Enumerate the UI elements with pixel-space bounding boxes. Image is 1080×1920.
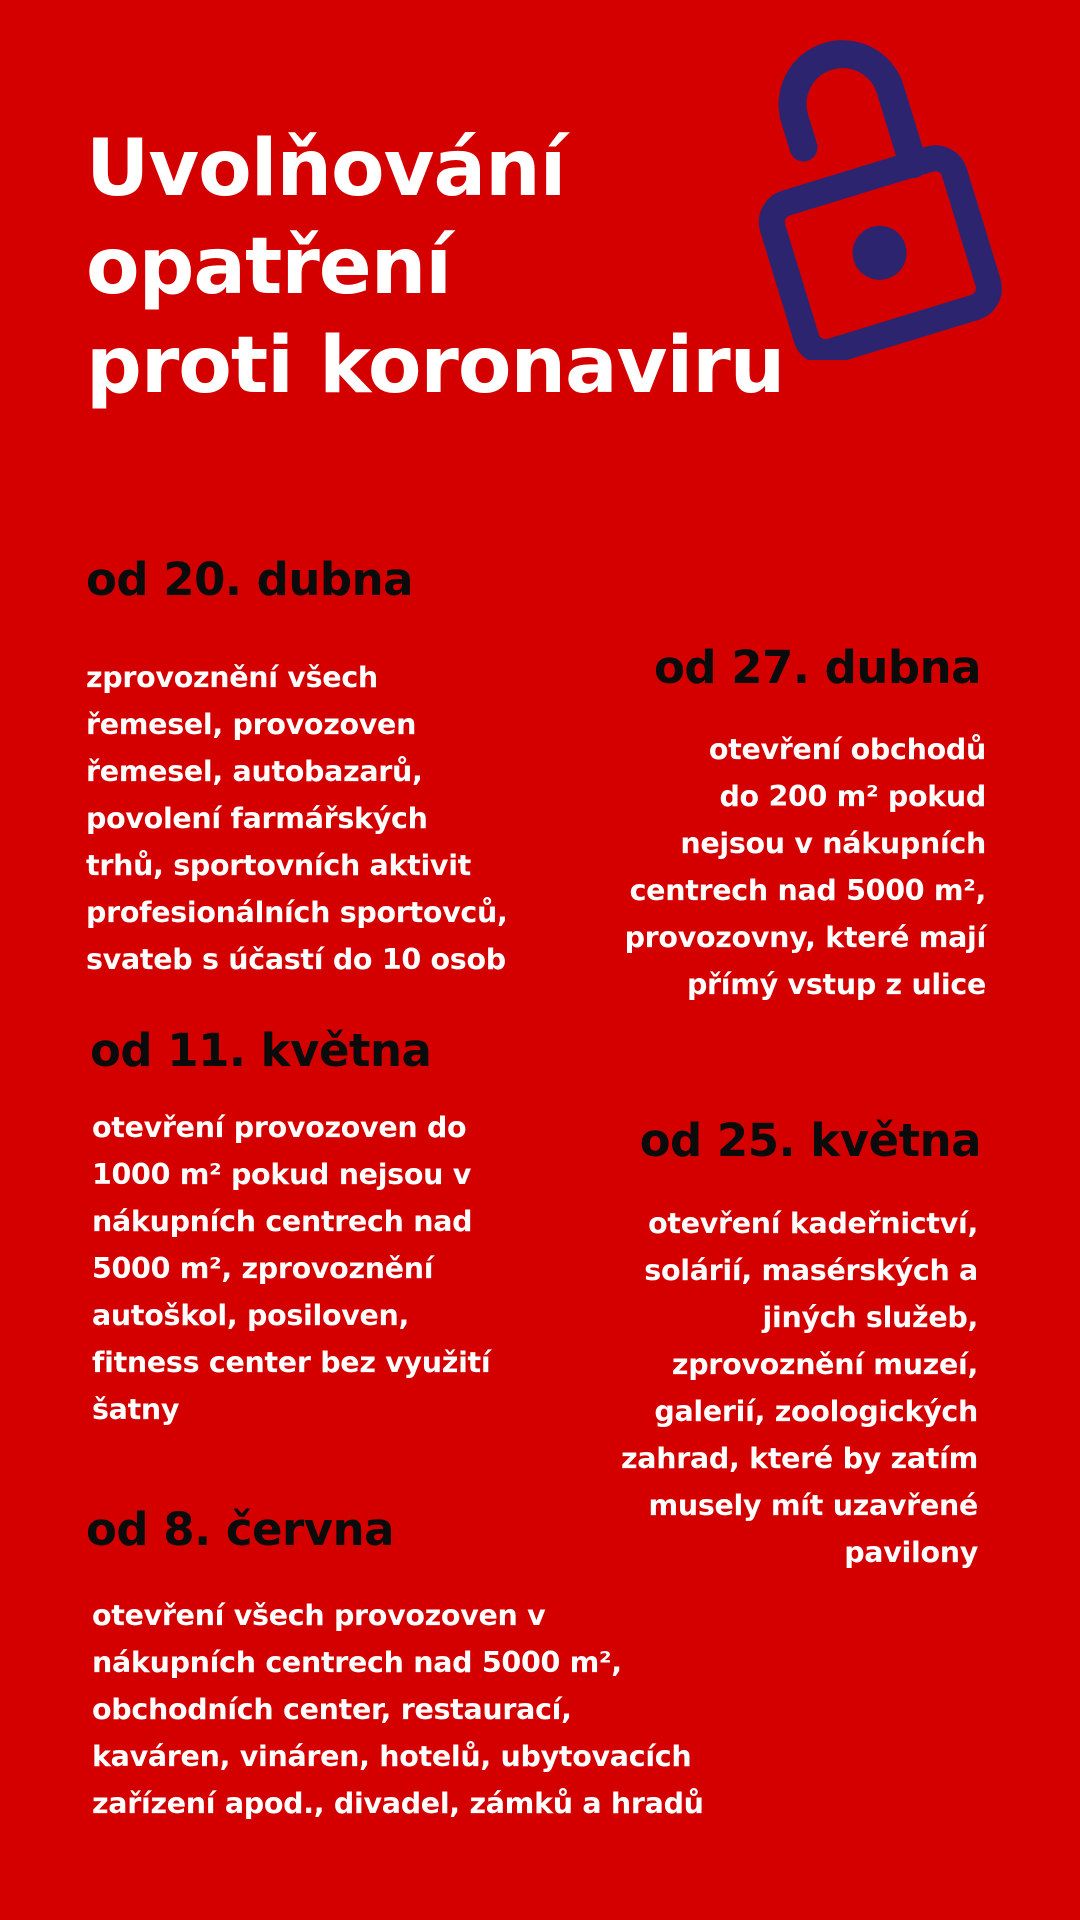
text-line: otevření provozoven do [92, 1111, 467, 1144]
section-heading-25-may: od 25. května [639, 1114, 981, 1167]
section-heading-20-april: od 20. dubna [86, 553, 414, 606]
text-line: nákupních centrech nad [92, 1205, 473, 1238]
section-heading-8-june: od 8. června [86, 1503, 394, 1556]
text-line: řemesel, autobazarů, [86, 755, 423, 788]
title-line: opatření [86, 222, 451, 313]
text-line: otevření obchodů [708, 733, 986, 766]
text-line: zprovoznění všech [86, 661, 378, 694]
text-line: autoškol, posiloven, [92, 1299, 410, 1332]
text-line: obchodních center, restaurací, [92, 1693, 572, 1726]
text-line: nejsou v nákupních [680, 827, 986, 860]
text-line: otevření kadeřnictví, [648, 1207, 978, 1240]
text-line: 1000 m² pokud nejsou v [92, 1158, 472, 1191]
text-line: centrech nad 5000 m², [629, 874, 986, 907]
title-line: Uvolňování [86, 124, 566, 214]
text-line: řemesel, provozoven [86, 708, 417, 741]
text-line: profesionálních sportovců, [86, 896, 508, 929]
text-line: povolení farmářských [86, 802, 428, 835]
text-line: pavilony [844, 1536, 978, 1569]
text-line: trhů, sportovních aktivit [86, 849, 472, 882]
text-line: kaváren, vináren, hotelů, ubytovacích [92, 1740, 692, 1773]
text-line: musely mít uzavřené [648, 1489, 978, 1522]
title-line: proti koronaviru [86, 320, 785, 411]
section-heading-27-april: od 27. dubna [653, 641, 981, 694]
text-line: 5000 m², zprovoznění [92, 1252, 434, 1285]
text-line: šatny [92, 1393, 180, 1426]
text-line: solárií, masérských a [644, 1254, 978, 1287]
section-text-8-june [92, 1592, 704, 1827]
text-line: nákupních centrech nad 5000 m², [92, 1646, 622, 1679]
text-line: zahrad, které by zatím [621, 1442, 978, 1475]
text-line: otevření všech provozoven v [92, 1599, 546, 1632]
text-line: do 200 m² pokud [719, 780, 986, 813]
text-line: svateb s účastí do 10 osob [86, 943, 506, 976]
section-text-27-april [625, 726, 986, 1008]
text-line: zařízení apod., divadel, zámků a hradů [92, 1787, 704, 1820]
section-text-20-april [86, 654, 508, 983]
text-line: zprovoznění muzeí, [671, 1348, 978, 1381]
text-line: fitness center bez využití [92, 1346, 491, 1379]
section-heading-11-may: od 11. května [90, 1024, 432, 1077]
text-line: provozovny, které mají [624, 921, 986, 954]
section-text-11-may [92, 1104, 490, 1433]
text-line: přímý vstup z ulice [686, 968, 986, 1001]
text-line: jiných služeb, [762, 1301, 978, 1334]
section-text-25-may [621, 1200, 978, 1576]
unlocked-padlock-icon [715, 40, 1015, 360]
text-line: galerií, zoologických [654, 1395, 978, 1428]
